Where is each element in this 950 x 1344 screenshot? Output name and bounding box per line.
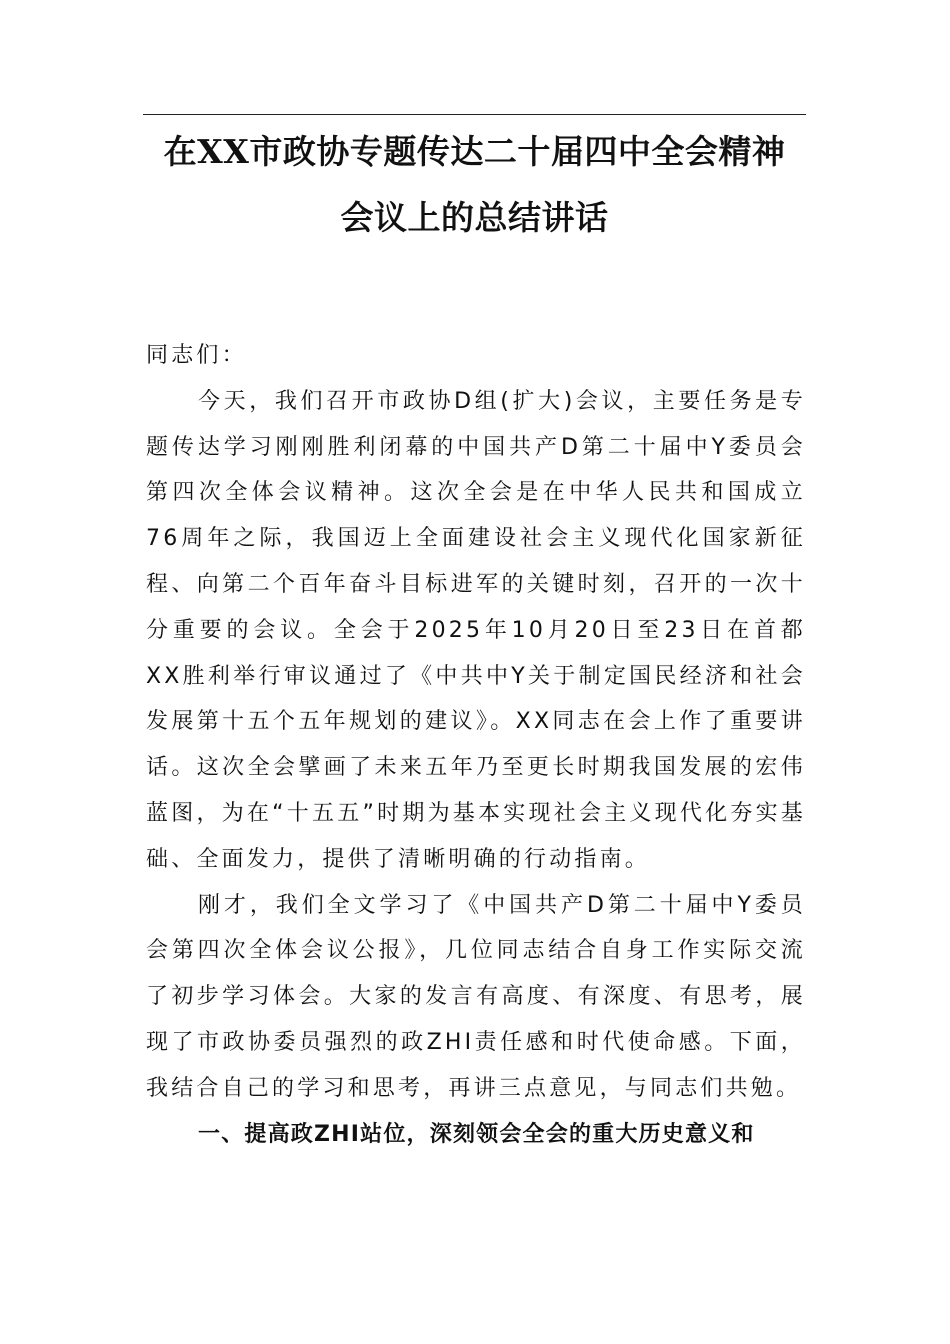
section-heading-1: 一、提高政ZHI站位，深刻领会全会的重大历史意义和 (198, 1121, 755, 1147)
header-rule (143, 114, 806, 115)
document-body (146, 333, 806, 1157)
paragraph-1: 今天，我们召开市政协D组(扩大)会议，主要任务是专题传达学习刚刚胜利闭幕的中国共产D第二十届中Y委员会第四次全体会议精神。这次全会是在中华人民共和国成立76周年之际，我国迈上全面建设社会主义现代化国家新征程、向第二个百年奋斗目标进军的关键时刻，召开的一次十分重要的会议。全会于2025年10月20日至23日在首都XX胜利举行审议通过了《中共中Y关于制定国民经济和社会发展第十五个五年规划的建议》。XX同志在会上作了重要讲话。这次全会擘画了未来五年乃至更长时期我国发展的宏伟蓝图，为在“十五五”时期为基本实现社会主义现代化夯实基础、全面发力，提供了清晰明确的行动指南。 (146, 388, 806, 872)
salutation: 同志们： (146, 343, 247, 368)
paragraph-2: 刚才，我们全文学习了《中国共产D第二十届中Y委员会第四次全体会议公报》，几位同志结合自身工作实际交流了初步学习体会。大家的发言有高度、有深度、有思考，展现了市政协委员强烈的政ZHI责任感和时代使命感。下面，我结合自己的学习和思考，再讲三点意见，与同志们共勉。 (146, 892, 806, 1101)
document-title-line-1: 在XX市政协专题传达二十届四中全会精神 (163, 132, 786, 171)
document-title-line-2: 会议上的总结讲话 (340, 198, 609, 237)
